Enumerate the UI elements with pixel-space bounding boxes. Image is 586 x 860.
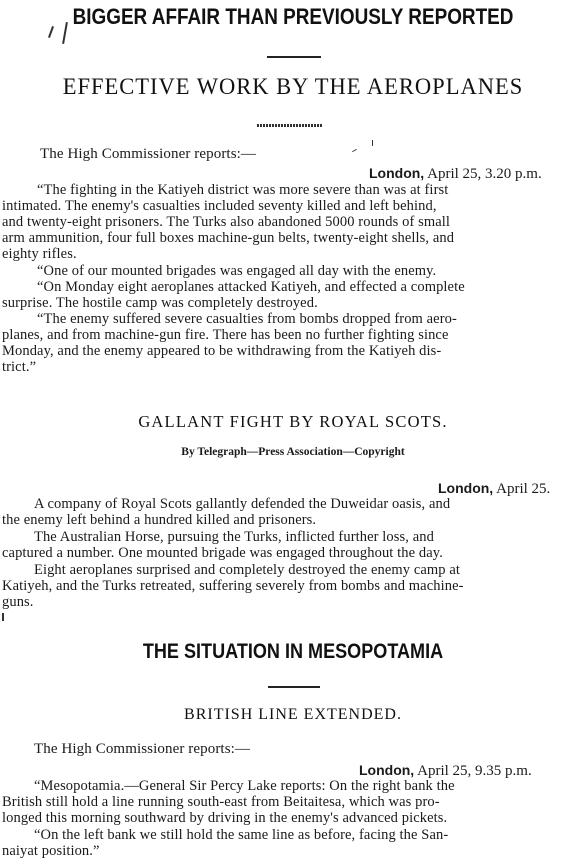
body-line: arm ammunition, four full boxes machine-gun belts, twenty-eight shells, and	[2, 230, 455, 246]
body-line: intimated. The enemy's casualties included seventy killed and left behind,	[2, 198, 437, 214]
dateline-city: London,	[438, 480, 494, 496]
body-line: “The fighting in the Katiyeh district was more severe than was at first	[37, 182, 449, 198]
dateline-city: London,	[359, 762, 415, 778]
body-line: planes, and from machine-gun fire. There has been no further fighting since	[2, 327, 449, 343]
dateline	[438, 480, 550, 498]
subheadline-aeroplanes: EFFECTIVE WORK BY THE AEROPLANES	[62, 74, 524, 99]
dateline-date: April 25, 9.35 p.m.	[417, 763, 532, 779]
divider-rule	[268, 686, 320, 688]
ornament-divider	[257, 124, 323, 127]
body-line: “On Monday eight aeroplanes attacked Katiyeh, and effected a complete	[37, 279, 465, 295]
body-line: longed this morning southward by driving in the enemy's advanced pickets.	[2, 810, 448, 826]
subheadline-british-line: BRITISH LINE EXTENDED.	[184, 706, 402, 723]
body-line: naiyat position.”	[2, 843, 100, 859]
press-credit: By Telegraph—Press Association—Copyright	[181, 446, 405, 458]
body-line: “One of our mounted brigades was engaged all day with the enemy.	[37, 263, 437, 279]
dateline-date: April 25, 3.20 p.m.	[427, 166, 542, 182]
divider-rule	[267, 56, 321, 58]
headline-mesopotamia: THE SITUATION IN MESOPOTAMIA	[142, 640, 444, 663]
body-line: guns.	[2, 594, 34, 610]
print-speck	[352, 149, 357, 152]
body-line: The Australian Horse, pursuing the Turks, inflicted further loss, and	[34, 529, 434, 545]
intro-line: The High Commissioner reports:—	[40, 146, 256, 162]
print-speck	[2, 613, 4, 621]
body-line: and twenty-eight prisoners. The Turks also abandoned 5000 rounds of small	[2, 214, 451, 230]
intro-line: The High Commissioner reports:—	[34, 741, 250, 757]
body-line: eighty rifles.	[2, 246, 77, 262]
body-line: Monday, and the enemy appeared to be withdrawing from the Katiyeh dis-	[2, 343, 442, 359]
dateline-city: London,	[369, 165, 425, 181]
dateline	[369, 165, 542, 183]
body-line: Eight aeroplanes surprised and completely destroyed the enemy camp at	[34, 562, 461, 578]
body-line: “On the left bank we still hold the same line as before, facing the San-	[34, 827, 449, 843]
body-line: “The enemy suffered severe casualties from bombs dropped from aero-	[37, 311, 457, 327]
body-line: “Mesopotamia.—General Sir Percy Lake reports: On the right bank the	[34, 778, 455, 794]
body-line: captured a number. One mounted brigade was engaged throughout the day.	[2, 545, 443, 561]
body-line: surprise. The hostile camp was completely destroyed.	[2, 295, 318, 311]
body-line: A company of Royal Scots gallantly defended the Duweidar oasis, and	[34, 496, 451, 512]
headline-royal-scots: GALLANT FIGHT BY ROYAL SCOTS.	[138, 412, 448, 431]
body-line: trict.”	[2, 359, 37, 375]
print-speck	[372, 140, 373, 146]
dateline-date: April 25.	[496, 481, 551, 497]
body-line: the enemy left behind a hundred killed and prisoners.	[2, 512, 317, 528]
body-line: British still hold a line running south-east from Beitaitesa, which was pro-	[2, 794, 440, 810]
body-line: Katiyeh, and the Turks retreated, suffering severely from bombs and machine-	[2, 578, 464, 594]
headline-bigger-affair: BIGGER AFFAIR THAN PREVIOUSLY REPORTED	[72, 4, 514, 29]
